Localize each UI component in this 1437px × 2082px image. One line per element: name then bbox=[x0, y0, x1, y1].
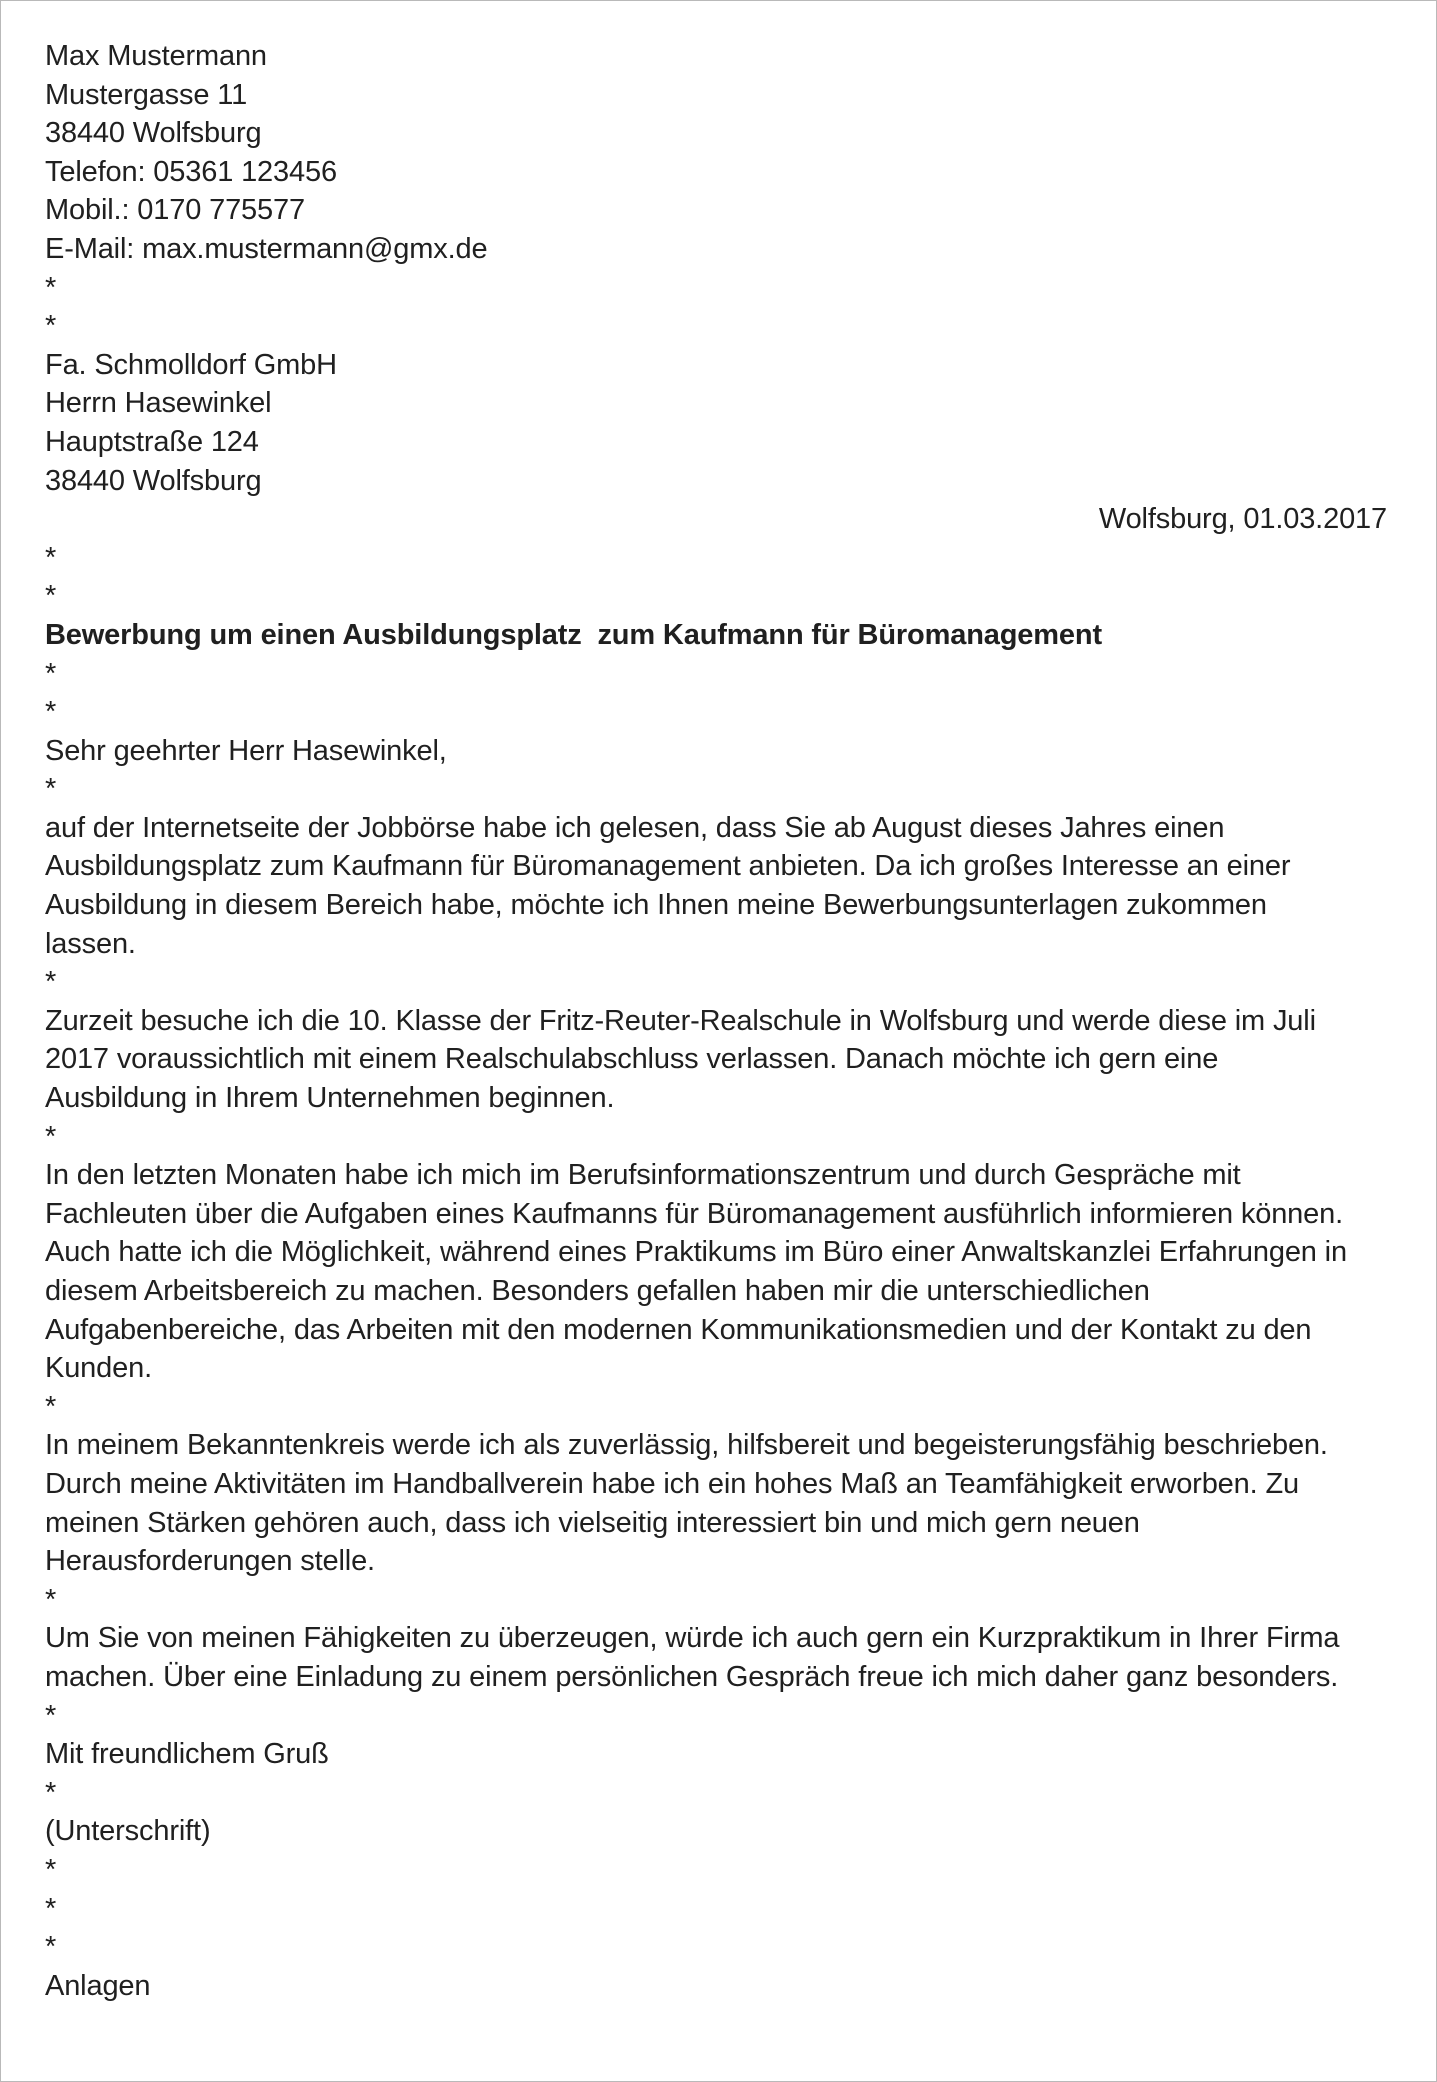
sender-mobile: Mobil.: 0170 775577 bbox=[45, 194, 305, 227]
paragraph-4-line: In meinem Bekanntenkreis werde ich als zuverlässig, hilfsbereit und begeisterungsfähig beschrieben. bbox=[45, 1429, 1328, 1462]
sender-city: 38440 Wolfsburg bbox=[45, 117, 262, 150]
paragraph-1-line: lassen. bbox=[45, 927, 136, 960]
spacer-star: * bbox=[45, 966, 57, 999]
paragraph-3-line: Auch hatte ich die Möglichkeit, während eines Praktikums im Büro einer Anwaltskanzlei Erfahrungen in bbox=[45, 1236, 1347, 1269]
spacer-star: * bbox=[45, 1390, 57, 1423]
spacer-star: * bbox=[45, 271, 57, 304]
spacer-star: * bbox=[45, 1931, 57, 1964]
date-line: Wolfsburg, 01.03.2017 bbox=[1098, 503, 1387, 536]
paragraph-5-line: machen. Über eine Einladung zu einem persönlichen Gespräch freue ich mich daher ganz besonders. bbox=[45, 1660, 1339, 1693]
paragraph-1-line: Ausbildung in diesem Bereich habe, möchte ich Ihnen meine Bewerbungsunterlagen zukommen bbox=[45, 889, 1267, 922]
recipient-street: Hauptstraße 124 bbox=[45, 425, 259, 458]
sender-email: E-Mail: max.mustermann@gmx.de bbox=[45, 232, 488, 265]
signature-placeholder: (Unterschrift) bbox=[45, 1815, 211, 1848]
paragraph-2-line: Zurzeit besuche ich die 10. Klasse der Fritz-Reuter-Realschule in Wolfsburg und werde diese im Juli bbox=[45, 1004, 1316, 1037]
spacer-star: * bbox=[45, 1583, 57, 1616]
letter-body bbox=[45, 37, 1395, 2005]
spacer-star: * bbox=[45, 773, 57, 806]
paragraph-2-line: Ausbildung in Ihrem Unternehmen beginnen. bbox=[45, 1082, 615, 1115]
spacer-star: * bbox=[45, 580, 57, 613]
paragraph-3-line: Fachleuten über die Aufgaben eines Kaufmanns für Büromanagement ausführlich informieren können. bbox=[45, 1197, 1344, 1230]
spacer-star: * bbox=[45, 1120, 57, 1153]
paragraph-4-line: Herausforderungen stelle. bbox=[45, 1545, 375, 1578]
sender-street: Mustergasse 11 bbox=[45, 78, 248, 111]
paragraph-4-line: meinen Stärken gehören auch, dass ich vielseitig interessiert bin und mich gern neuen bbox=[45, 1506, 1140, 1539]
spacer-star: * bbox=[45, 541, 57, 574]
recipient-city: 38440 Wolfsburg bbox=[45, 464, 262, 497]
spacer-star: * bbox=[45, 310, 57, 343]
paragraph-4-line: Durch meine Aktivitäten im Handballverein habe ich ein hohes Maß an Teamfähigkeit erworben. Zu bbox=[45, 1467, 1299, 1500]
paragraph-1-line: Ausbildungsplatz zum Kaufmann für Büromanagement anbieten. Da ich großes Interesse an einer bbox=[45, 850, 1291, 883]
paragraph-5-line: Um Sie von meinen Fähigkeiten zu überzeugen, würde ich auch gern ein Kurzpraktikum in Ihrer Firma bbox=[45, 1622, 1340, 1655]
recipient-company: Fa. Schmolldorf GmbH bbox=[45, 348, 337, 381]
paragraph-3-line: Aufgabenbereiche, das Arbeiten mit den modernen Kommunikationsmedien und der Kontakt zu den bbox=[45, 1313, 1312, 1346]
salutation: Sehr geehrter Herr Hasewinkel, bbox=[45, 734, 447, 767]
closing: Mit freundlichem Gruß bbox=[45, 1738, 329, 1771]
paragraph-3-line: Kunden. bbox=[45, 1352, 152, 1385]
recipient-contact: Herrn Hasewinkel bbox=[45, 387, 272, 420]
spacer-star: * bbox=[45, 1776, 57, 1809]
spacer-star: * bbox=[45, 1853, 57, 1886]
sender-phone: Telefon: 05361 123456 bbox=[45, 155, 337, 188]
paragraph-1-line: auf der Internetseite der Jobbörse habe ich gelesen, dass Sie ab August dieses Jahres einen bbox=[45, 811, 1225, 844]
attachments-label: Anlagen bbox=[45, 1969, 151, 2002]
spacer-star: * bbox=[45, 696, 57, 729]
spacer-star: * bbox=[45, 657, 57, 690]
spacer-star: * bbox=[45, 1892, 57, 1925]
paragraph-3-line: diesem Arbeitsbereich zu machen. Besonders gefallen haben mir die unterschiedlichen bbox=[45, 1275, 1150, 1307]
paragraph-3-line: In den letzten Monaten habe ich mich im Berufsinformationszentrum und durch Gespräche mit bbox=[45, 1159, 1241, 1192]
sender-name: Max Mustermann bbox=[45, 40, 267, 72]
spacer-star: * bbox=[45, 1699, 57, 1732]
paragraph-2-line: 2017 voraussichtlich mit einem Realschulabschluss verlassen. Danach möchte ich gern eine bbox=[45, 1043, 1219, 1076]
subject-line: Bewerbung um einen Ausbildungsplatz zum Kaufmann für Büromanagement bbox=[45, 618, 1102, 651]
